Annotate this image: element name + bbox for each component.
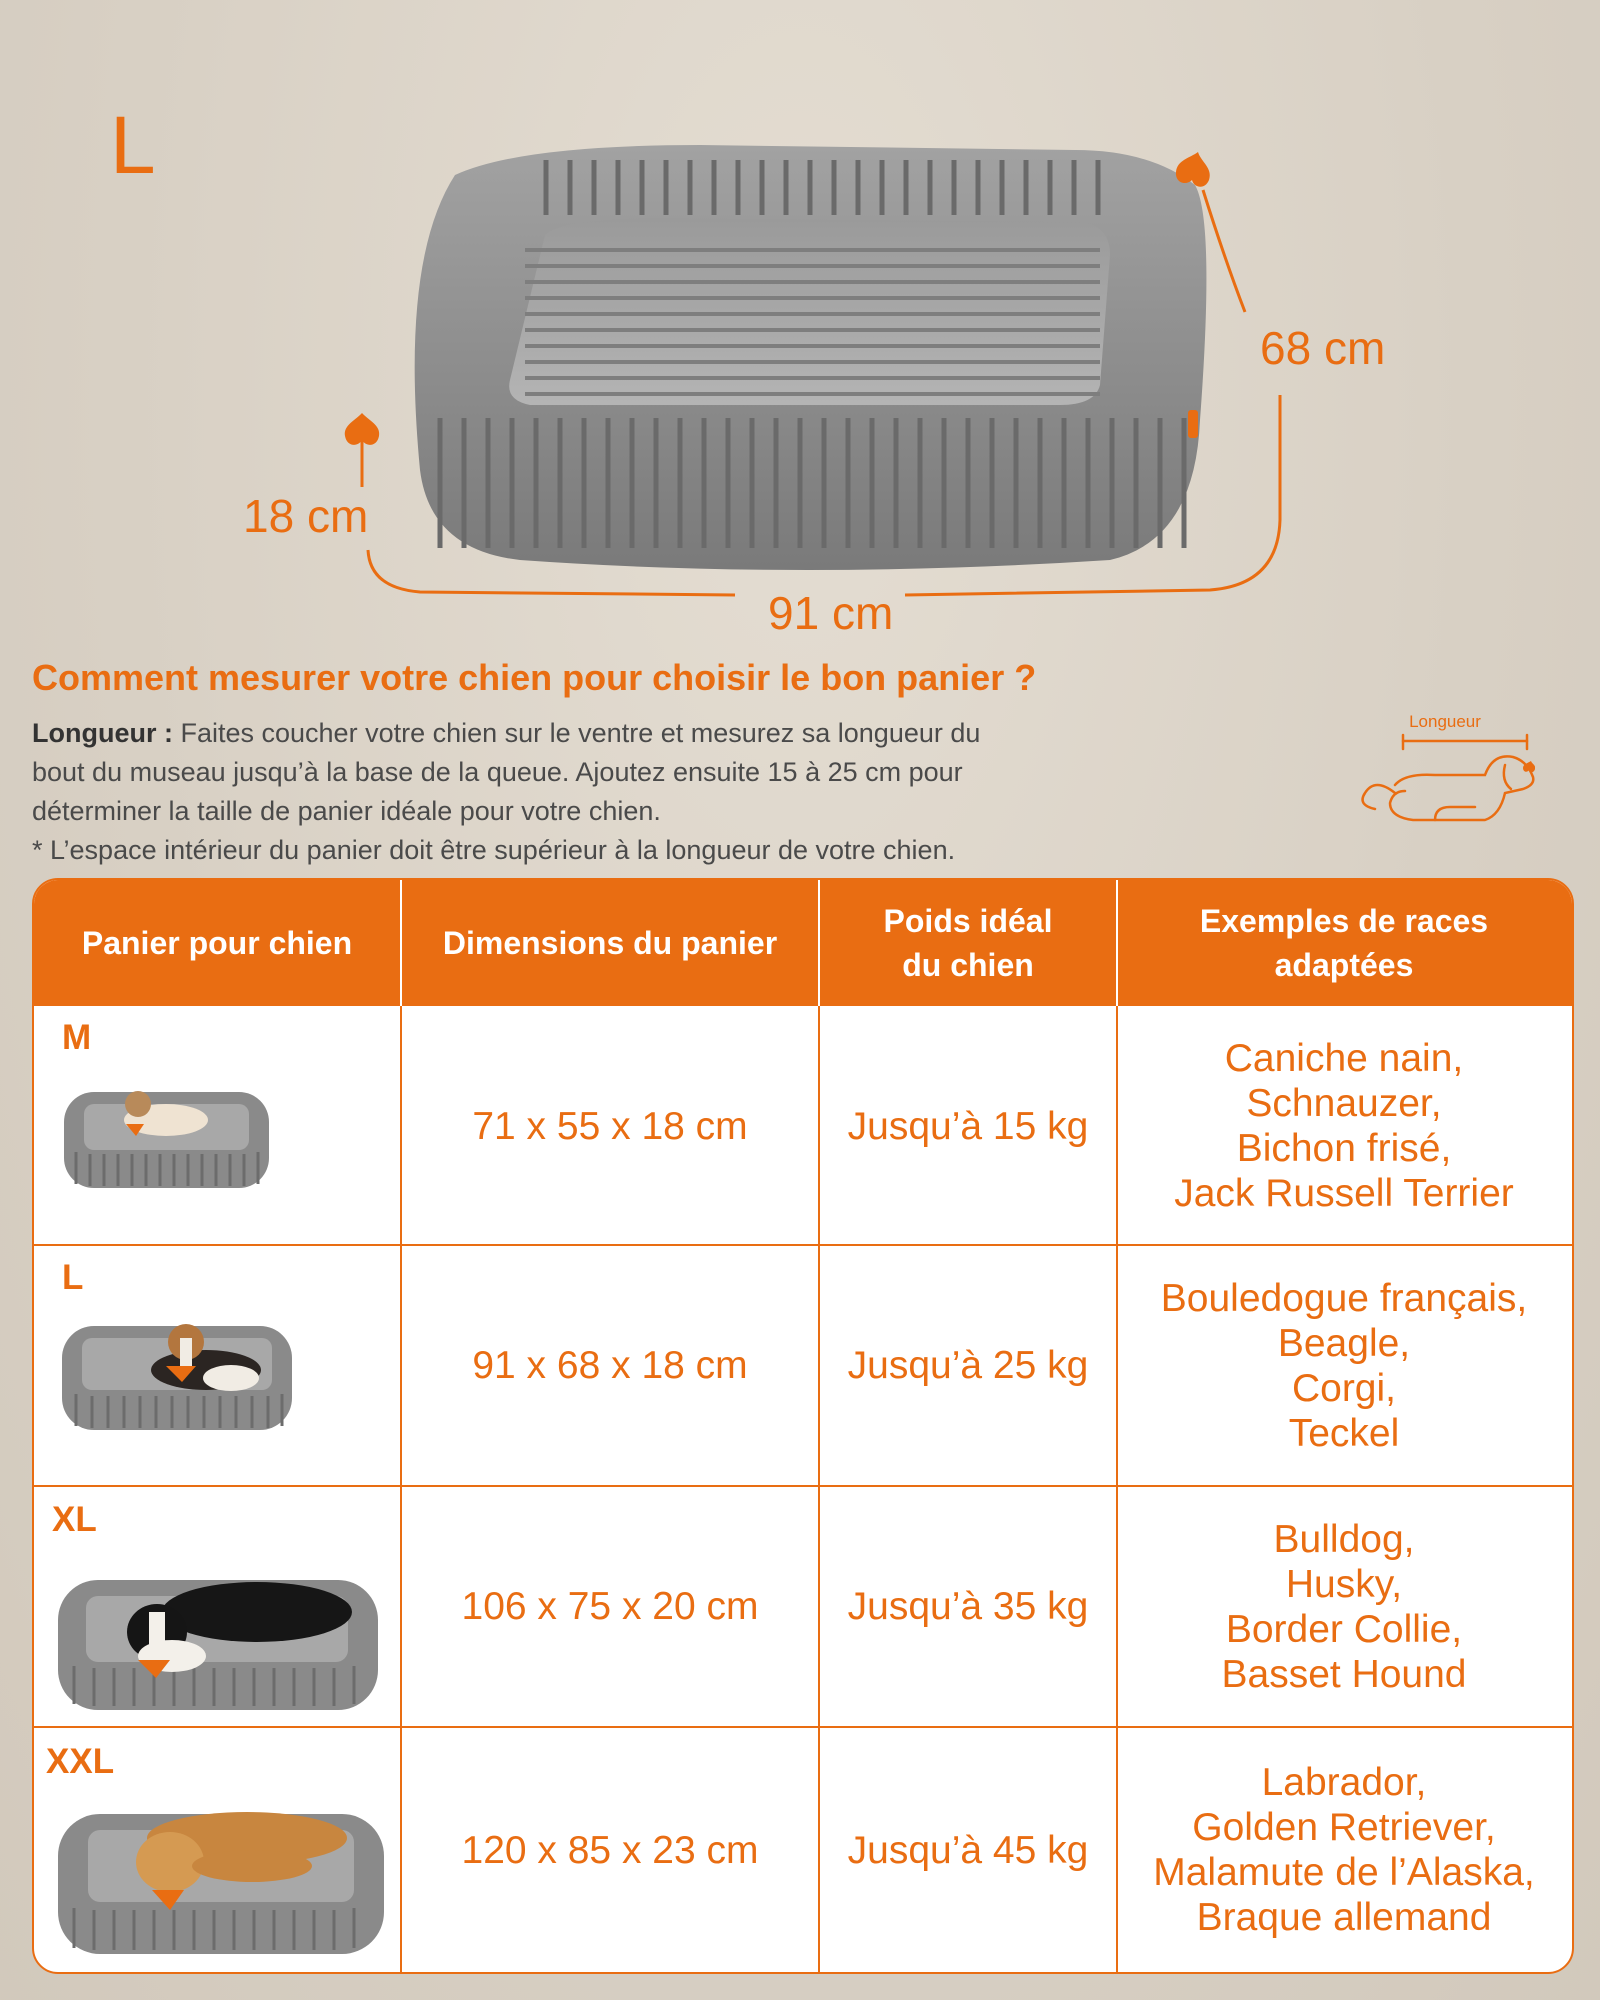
header-dimensions: Dimensions du panier (442, 925, 778, 961)
breeds-l (1118, 1246, 1570, 1485)
bed-thumbnail-m (56, 1080, 281, 1195)
breed-item: Beagle, (1277, 1321, 1411, 1365)
breeds-xl (1118, 1487, 1570, 1726)
header-divider (400, 880, 402, 1006)
howto-text (32, 714, 1152, 870)
height-dimension-label: 18 cm (243, 490, 369, 542)
weight-xl: Jusqu’à 35 kg (847, 1585, 1089, 1628)
length-term: Longueur : (32, 718, 173, 748)
breed-item: Bichon frisé, (1236, 1127, 1452, 1170)
breed-item: Border Collie, (1225, 1607, 1463, 1651)
howto-line-1: Faites coucher votre chien sur le ventre et mesurez sa longueur du (172, 718, 981, 748)
size-letter: L (110, 100, 156, 191)
dog-icon (162, 1582, 352, 1642)
howto-line-3: déterminer la taille de panier idéale pour votre chien. (32, 796, 661, 826)
breed-item: Malamute de l’Alaska, (1153, 1851, 1535, 1894)
header-divider (818, 880, 820, 1006)
bed-thumbnail-xxl (52, 1790, 397, 1960)
header-divider (1116, 880, 1118, 1006)
breeds-xxl (1118, 1728, 1570, 1972)
weight-xxl: Jusqu’à 45 kg (847, 1828, 1089, 1872)
breed-item: Corgi, (1291, 1366, 1397, 1410)
breed-item: Husky, (1285, 1562, 1403, 1606)
size-label-m: M (62, 1018, 92, 1057)
breed-item: Caniche nain, (1224, 1037, 1464, 1080)
breed-item: Bulldog, (1273, 1517, 1415, 1561)
dog-lying-measure-icon (1335, 705, 1535, 845)
bed-thumbnail-xl (52, 1560, 392, 1715)
howto-title: Comment mesurer votre chien pour choisir le bon panier ? (32, 657, 1037, 698)
breed-item: Schnauzer, (1246, 1082, 1442, 1125)
depth-dimension-label: 68 cm (1260, 322, 1386, 374)
breed-item: Bouledogue français, (1160, 1276, 1528, 1320)
breeds-m (1118, 1008, 1570, 1244)
breed-item: Jack Russell Terrier (1174, 1172, 1514, 1215)
header-bed: Panier pour chien (81, 925, 353, 961)
header-breeds: Exemples de races adaptées (1199, 903, 1489, 983)
bed-tag (1188, 410, 1198, 438)
size-label-xl: XL (52, 1500, 97, 1539)
howto-note: * L’espace intérieur du panier doit être supérieur à la longueur de votre chien. (32, 835, 956, 865)
dimensions-xxl: 120 x 85 x 23 cm (461, 1828, 759, 1872)
breed-item: Basset Hound (1221, 1652, 1467, 1696)
dimensions-l: 91 x 68 x 18 cm (472, 1344, 748, 1387)
width-dimension-label: 91 cm (768, 587, 894, 639)
weight-m: Jusqu’à 15 kg (847, 1104, 1089, 1148)
weight-l: Jusqu’à 25 kg (847, 1344, 1089, 1387)
size-label-l: L (62, 1258, 84, 1297)
breed-item: Golden Retriever, (1192, 1806, 1496, 1849)
diagram-length-label: Longueur (1409, 712, 1481, 731)
header-weight: Poids idéal du chien (883, 903, 1053, 983)
dimensions-xl: 106 x 75 x 20 cm (461, 1585, 759, 1628)
bed-thumbnail-l (56, 1308, 301, 1438)
howto-line-2: bout du museau jusqu’à la base de la queue. Ajoutez ensuite 15 à 25 cm pour (32, 757, 963, 787)
size-label-xxl: XXL (46, 1742, 115, 1781)
breed-item: Teckel (1288, 1411, 1400, 1455)
size-table (32, 878, 1574, 1974)
breed-item: Labrador, (1261, 1761, 1427, 1804)
dimensions-m: 71 x 55 x 18 cm (472, 1104, 748, 1148)
breed-item: Braque allemand (1196, 1896, 1492, 1939)
